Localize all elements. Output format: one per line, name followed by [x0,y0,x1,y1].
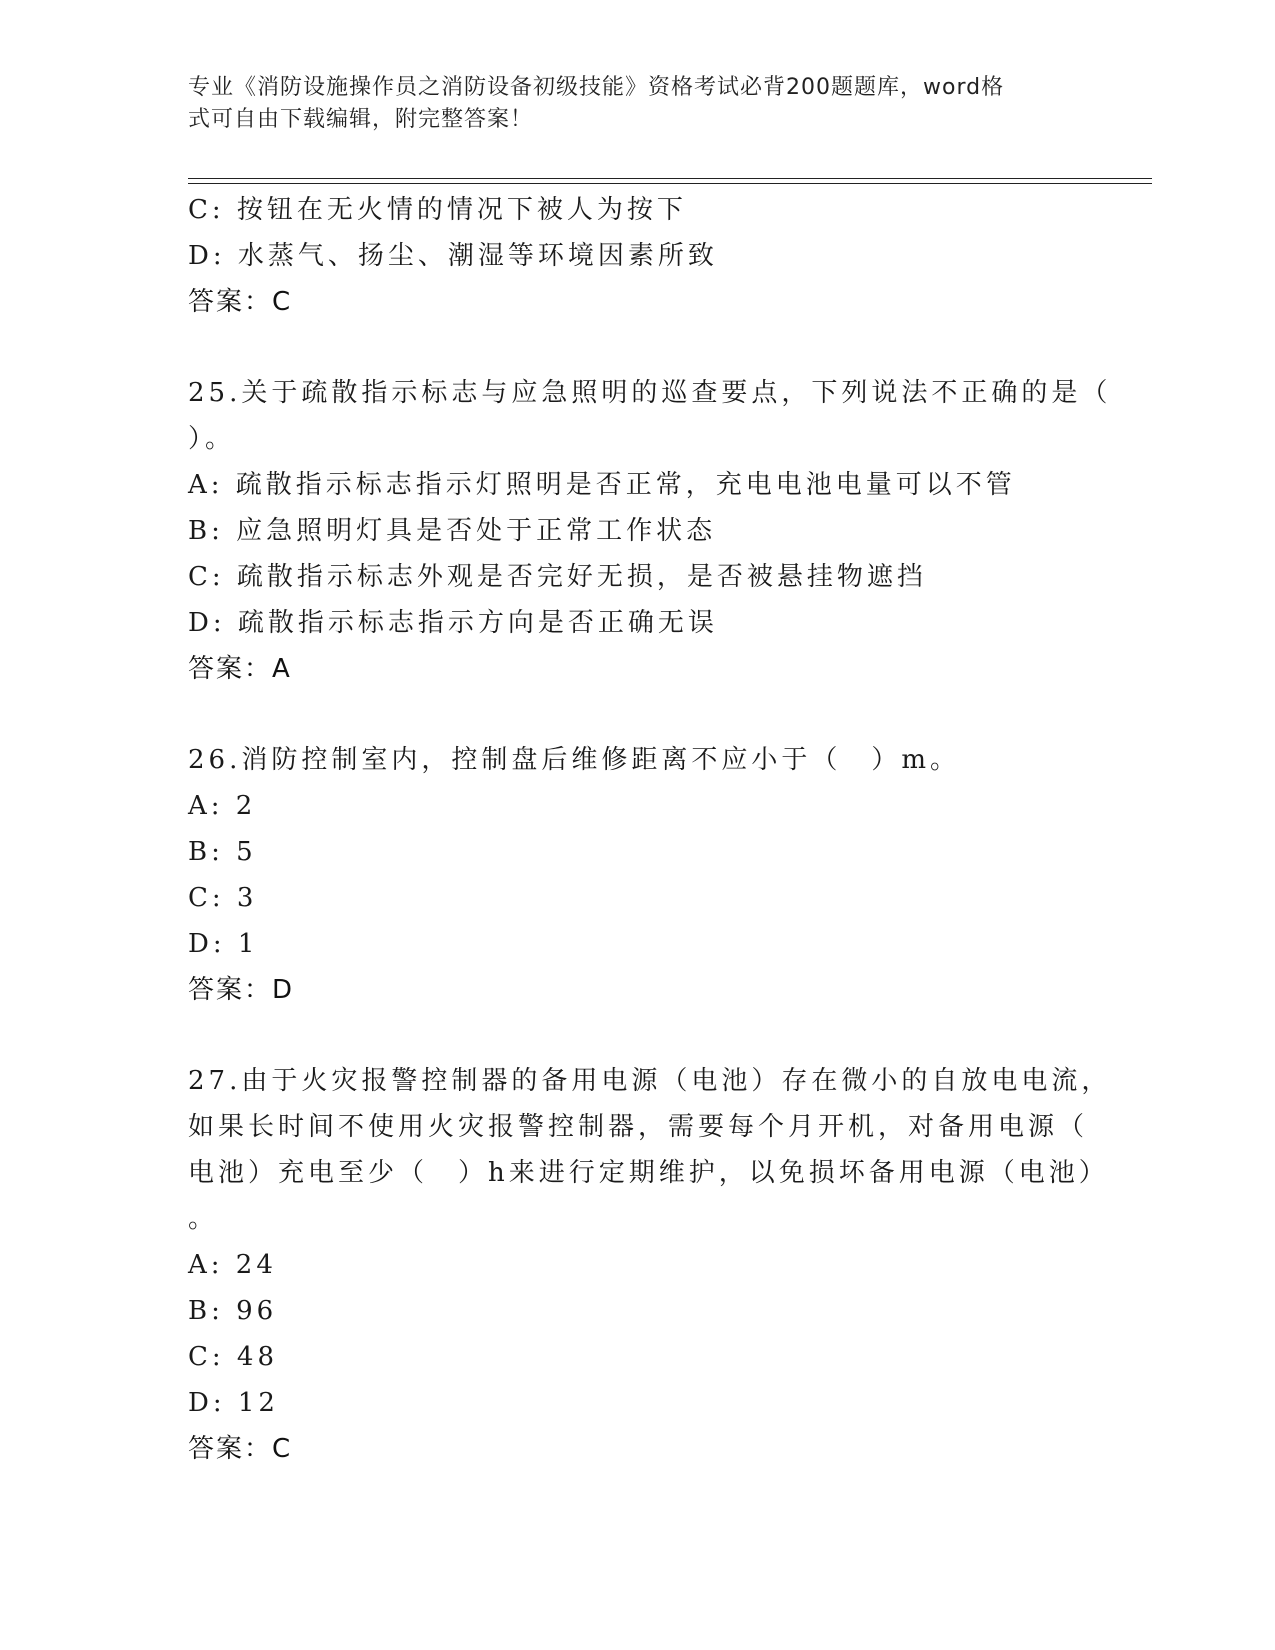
stem-line: 27.由于火灾报警控制器的备用电源（电池）存在微小的自放电电流， [188,1066,1112,1096]
option-a: A: 24 [188,1250,277,1280]
spacer [188,325,1088,370]
option-d: D: 水蒸气、扬尘、潮湿等环境因素所致 [188,241,718,271]
question-stem [188,370,1112,462]
document-header [188,72,1068,136]
document-body [188,187,1112,1472]
option-c: C: 48 [188,1342,279,1372]
stem-line: 如果长时间不使用火灾报警控制器，需要每个月开机，对备用电源（ [188,1112,1089,1142]
question-stem [188,1058,1112,1242]
option-d: D: 疏散指示标志指示方向是否正确无误 [188,608,718,638]
answer-line: 答案：D [188,975,295,1005]
header-rule-bottom [188,183,1152,184]
question-stem [188,737,1088,783]
stem-line: 。 [188,1204,219,1234]
answer-line: 答案：A [188,654,292,684]
header-line-1: 专业《消防设施操作员之消防设备初级技能》资格考试必背200题题库，word格 [188,75,1005,100]
spacer [188,1013,1088,1058]
question-27 [188,1058,1112,1472]
spacer [188,692,1088,737]
stem-line: 电池）充电至少（ ）h来进行定期维护，以免损坏备用电源（电池） [188,1158,1109,1188]
question-25 [188,370,1112,692]
stem-line: 26.消防控制室内，控制盘后维修距离不应小于（ ）m。 [188,745,961,775]
stem-line: 25.关于疏散指示标志与应急照明的巡查要点，下列说法不正确的是（ [188,378,1112,408]
option-c: C: 疏散指示标志外观是否完好无损，是否被悬挂物遮挡 [188,562,927,592]
option-a: A: 疏散指示标志指示灯照明是否正常，充电电池电量可以不管 [188,470,1016,500]
option-a: A: 2 [188,791,257,821]
option-b: B: 96 [188,1296,278,1326]
option-d: D: 1 [188,929,259,959]
question-24-continued [188,187,1088,325]
header-rule-top [188,178,1152,179]
option-d: D: 12 [188,1388,279,1418]
stem-line: ）。 [188,424,236,454]
question-26 [188,737,1088,1013]
answer-line: 答案：C [188,1434,293,1464]
option-c: C: 3 [188,883,258,913]
header-line-2: 式可自由下载编辑，附完整答案！ [188,107,534,132]
option-b: B: 应急照明灯具是否处于正常工作状态 [188,516,717,546]
option-b: B: 5 [188,837,257,867]
option-c: C: 按钮在无火情的情况下被人为按下 [188,195,687,225]
answer-line: 答案：C [188,287,293,317]
